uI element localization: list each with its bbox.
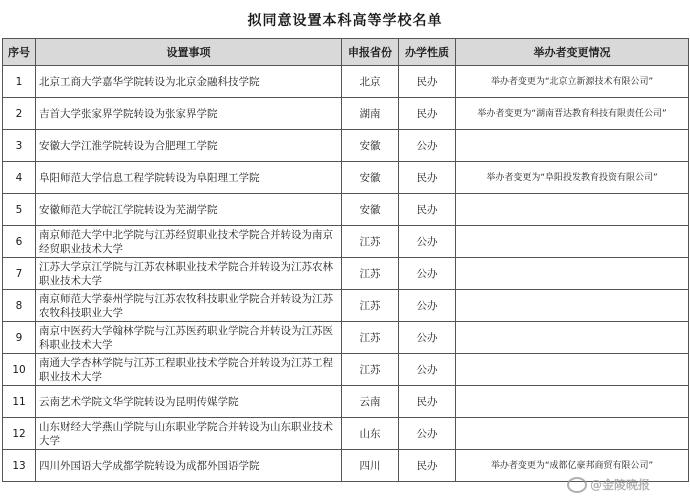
row-province: 安徽 xyxy=(342,130,399,162)
row-nature: 公办 xyxy=(399,322,456,354)
row-nature: 民办 xyxy=(399,386,456,418)
row-change xyxy=(456,386,689,418)
header-change: 举办者变更情况 xyxy=(456,39,689,66)
row-no: 5 xyxy=(3,194,36,226)
table-row xyxy=(3,258,689,290)
row-no: 6 xyxy=(3,226,36,258)
row-item: 安徽大学江淮学院转设为合肥理工学院 xyxy=(36,130,342,162)
row-item: 云南艺术学院文华学院转设为昆明传媒学院 xyxy=(36,386,342,418)
row-item: 北京工商大学嘉华学院转设为北京金融科技学院 xyxy=(36,66,342,98)
row-province: 山东 xyxy=(342,418,399,450)
row-province: 四川 xyxy=(342,450,399,482)
row-item: 南通大学杏林学院与江苏工程职业技术学院合并转设为江苏工程职业技术大学 xyxy=(36,354,342,386)
row-province: 江苏 xyxy=(342,322,399,354)
row-province: 安徽 xyxy=(342,194,399,226)
weibo-watermark xyxy=(567,476,650,493)
row-change: 举办者变更为“湖南晋达教育科技有限责任公司” xyxy=(456,98,689,130)
header-item: 设置事项 xyxy=(36,39,342,66)
table-row xyxy=(3,322,689,354)
row-nature: 民办 xyxy=(399,98,456,130)
header-no: 序号 xyxy=(3,39,36,66)
row-no: 1 xyxy=(3,66,36,98)
row-nature: 公办 xyxy=(399,290,456,322)
row-no: 7 xyxy=(3,258,36,290)
row-item: 南京师范大学泰州学院与江苏农牧科技职业学院合并转设为江苏农牧科技职业大学 xyxy=(36,290,342,322)
row-item: 吉首大学张家界学院转设为张家界学院 xyxy=(36,98,342,130)
row-item: 安徽师范大学皖江学院转设为芜湖学院 xyxy=(36,194,342,226)
row-change: 举办者变更为“成都亿豪邦商贸有限公司” xyxy=(456,450,689,482)
table-row xyxy=(3,130,689,162)
row-item: 四川外国语大学成都学院转设为成都外国语学院 xyxy=(36,450,342,482)
school-list-table xyxy=(2,38,689,482)
row-no: 3 xyxy=(3,130,36,162)
row-province: 江苏 xyxy=(342,354,399,386)
table-row xyxy=(3,290,689,322)
watermark-text: @金陵晚报 xyxy=(589,478,650,492)
row-nature: 民办 xyxy=(399,162,456,194)
row-province: 江苏 xyxy=(342,290,399,322)
row-no: 9 xyxy=(3,322,36,354)
table-row xyxy=(3,226,689,258)
row-change xyxy=(456,194,689,226)
document-title: 拟同意设置本科高等学校名单 xyxy=(247,13,443,29)
row-nature: 民办 xyxy=(399,194,456,226)
row-change xyxy=(456,322,689,354)
row-no: 2 xyxy=(3,98,36,130)
table-row xyxy=(3,354,689,386)
row-nature: 民办 xyxy=(399,450,456,482)
row-nature: 公办 xyxy=(399,418,456,450)
row-province: 江苏 xyxy=(342,258,399,290)
header-row xyxy=(3,39,689,66)
row-province: 安徽 xyxy=(342,162,399,194)
header-province: 申报省份 xyxy=(342,39,399,66)
row-nature: 民办 xyxy=(399,66,456,98)
row-item: 南京师范大学中北学院与江苏经贸职业技术学院合并转设为南京经贸职业技术大学 xyxy=(36,226,342,258)
row-province: 云南 xyxy=(342,386,399,418)
row-change xyxy=(456,290,689,322)
row-province: 北京 xyxy=(342,66,399,98)
row-item: 山东财经大学燕山学院与山东职业学院合并转设为山东职业技术大学 xyxy=(36,418,342,450)
row-change xyxy=(456,130,689,162)
row-item: 江苏大学京江学院与江苏农林职业技术学院合并转设为江苏农林职业技术大学 xyxy=(36,258,342,290)
row-province: 湖南 xyxy=(342,98,399,130)
table-row xyxy=(3,194,689,226)
row-no: 8 xyxy=(3,290,36,322)
row-change xyxy=(456,226,689,258)
row-item: 阜阳师范大学信息工程学院转设为阜阳理工学院 xyxy=(36,162,342,194)
table-row xyxy=(3,386,689,418)
table-row xyxy=(3,98,689,130)
row-change: 举办者变更为“阜阳投发教育投资有限公司” xyxy=(456,162,689,194)
row-no: 13 xyxy=(3,450,36,482)
row-no: 4 xyxy=(3,162,36,194)
weibo-logo-icon xyxy=(567,477,587,493)
row-nature: 公办 xyxy=(399,130,456,162)
table-row xyxy=(3,162,689,194)
row-no: 11 xyxy=(3,386,36,418)
table-row xyxy=(3,66,689,98)
row-change: 举办者变更为“北京立新源技术有限公司” xyxy=(456,66,689,98)
row-no: 12 xyxy=(3,418,36,450)
row-nature: 公办 xyxy=(399,258,456,290)
row-province: 江苏 xyxy=(342,226,399,258)
row-item: 南京中医药大学翰林学院与江苏医药职业学院合并转设为江苏医科职业技术大学 xyxy=(36,322,342,354)
row-no: 10 xyxy=(3,354,36,386)
row-nature: 公办 xyxy=(399,354,456,386)
row-nature: 公办 xyxy=(399,226,456,258)
header-nature: 办学性质 xyxy=(399,39,456,66)
row-change xyxy=(456,354,689,386)
row-change xyxy=(456,418,689,450)
row-change xyxy=(456,258,689,290)
table-row xyxy=(3,418,689,450)
